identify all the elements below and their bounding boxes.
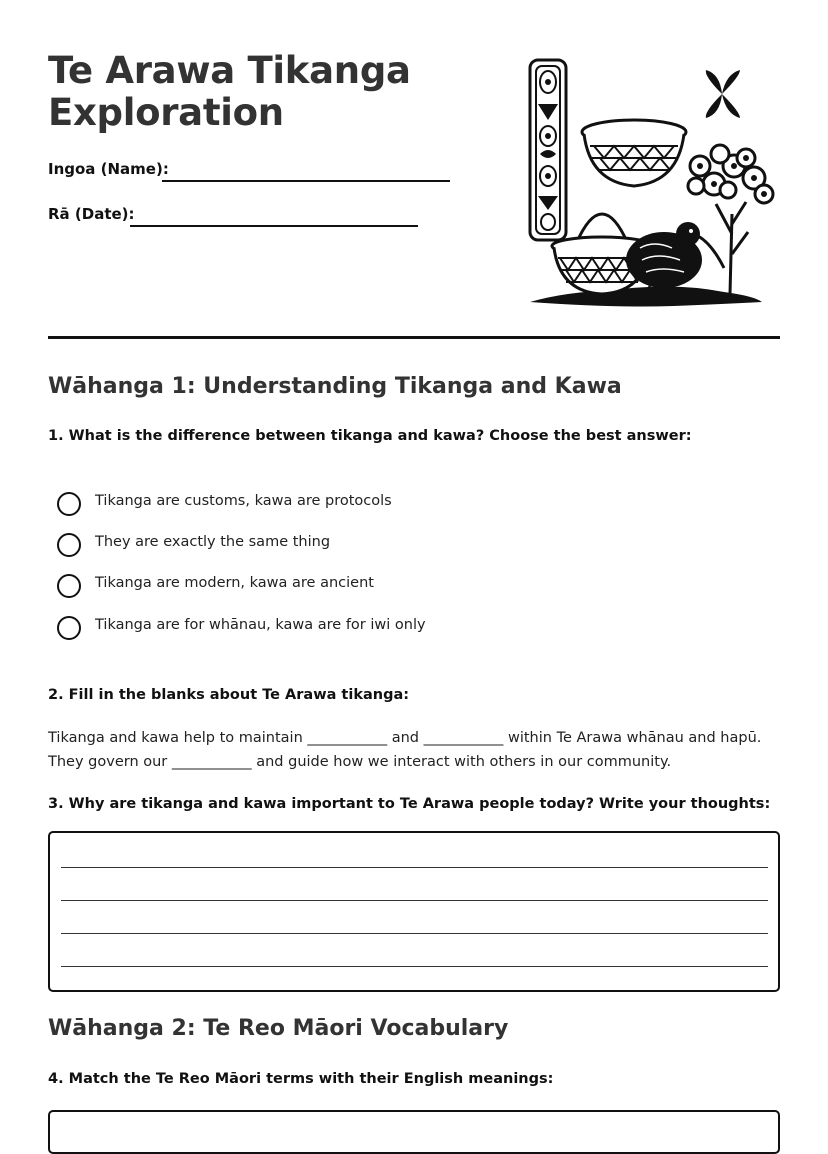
maori-culture-illustration [524,54,780,316]
answer-line [61,900,768,901]
koru-leaf-icon [706,70,740,118]
option-label: They are exactly the same thing [95,534,331,550]
radio-button[interactable] [57,616,81,640]
question-4: 4. Match the Te Reo Māori terms with their English meanings: [48,1071,554,1087]
fill-in-blanks-paragraph: Tikanga and kawa help to maintain ___________ and ___________ within Te Arawa whānau and hapū. They govern our ___________ and guide how we interact with others in our community. [48,730,762,770]
answer-line [61,966,768,967]
answer-box[interactable] [48,831,780,992]
radio-button[interactable] [57,533,81,557]
name-input-line[interactable] [162,180,450,182]
section-1-title: Wāhanga 1: Understanding Tikanga and Kawa [48,374,622,399]
option-label: Tikanga are modern, kawa are ancient [95,575,374,591]
answer-line [61,933,768,934]
question-1: 1. What is the difference between tikanga and kawa? Choose the best answer: [48,428,692,444]
answer-line [61,867,768,868]
option-label: Tikanga are customs, kawa are protocols [95,493,392,509]
title-line-1: Te Arawa Tikanga [48,49,411,92]
worksheet-title [48,50,488,134]
pou-carving-icon [530,60,566,240]
radio-button[interactable] [57,574,81,598]
section-2-title: Wāhanga 2: Te Reo Māori Vocabulary [48,1016,509,1041]
date-input-line[interactable] [130,225,418,227]
pohutukawa-tree-icon [688,145,773,294]
radio-button[interactable] [57,492,81,516]
header-divider [48,336,780,339]
kete-basket-icon [582,120,686,186]
question-3: 3. Why are tikanga and kawa important to Te Arawa people today? Write your thoughts: [48,796,771,812]
option-label: Tikanga are for whānau, kawa are for iwi only [95,617,426,633]
name-label: Ingoa (Name): [48,160,169,178]
question-2: 2. Fill in the blanks about Te Arawa tikanga: [48,687,410,703]
title-line-2: Exploration [48,91,284,134]
date-label: Rā (Date): [48,205,135,223]
matching-box[interactable] [48,1110,780,1154]
